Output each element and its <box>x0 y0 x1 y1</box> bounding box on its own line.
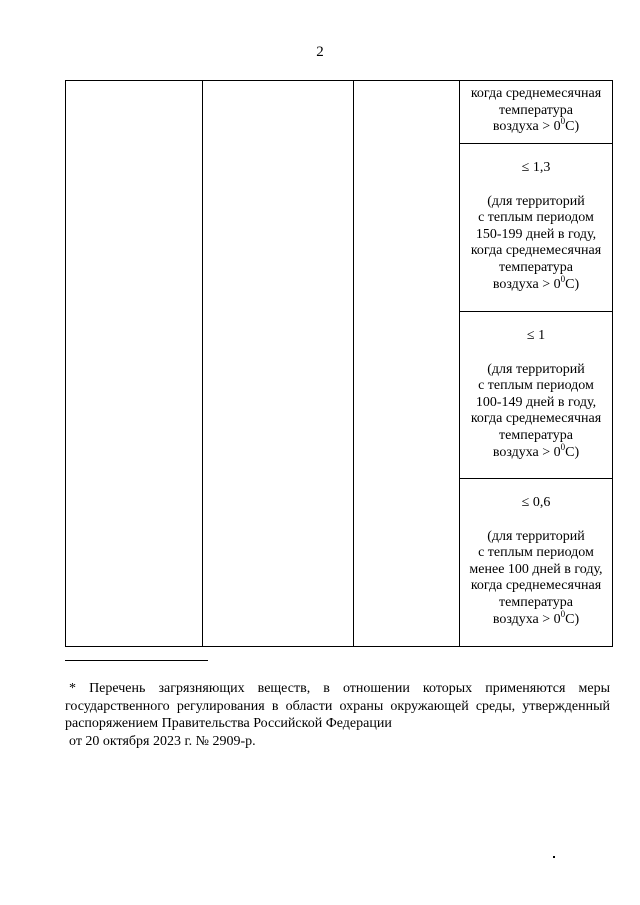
table-cell-threshold <box>460 312 613 479</box>
cell-line: (для территорий <box>487 193 585 209</box>
cell-line: с теплым периодом <box>478 545 594 561</box>
footnote-divider <box>65 660 208 661</box>
table-cell-threshold <box>460 479 613 647</box>
threshold-value: ≤ 0,6 <box>521 495 551 510</box>
requirements-table <box>65 80 613 647</box>
threshold-value: ≤ 1,3 <box>521 160 551 175</box>
page-number: 2 <box>316 44 324 60</box>
cell-line: воздуха > $0^0С$) <box>492 273 580 292</box>
table-row <box>66 81 613 144</box>
stray-dot <box>553 856 555 858</box>
threshold-value: ≤ 1 <box>526 328 546 343</box>
cell-line: когда среднемесячная <box>470 86 602 101</box>
cell-line: температура <box>499 594 573 610</box>
cell-line: воздуха > $0^0С$) <box>492 608 580 627</box>
cell-line: температура <box>499 102 573 118</box>
table-cell-col3 <box>354 81 460 647</box>
cell-line: (для территорий <box>487 528 585 544</box>
cell-line: 150-199 дней в году, <box>475 226 597 242</box>
cell-line: когда среднемесячная <box>470 578 602 594</box>
footnote <box>65 680 610 750</box>
cell-line: температура <box>499 427 573 443</box>
cell-line: когда среднемесячная <box>470 411 602 427</box>
table-cell-col1 <box>66 81 203 647</box>
cell-line: с теплым периодом <box>478 378 594 394</box>
cell-line: воздуха > $0^0С$) <box>492 441 580 460</box>
table-cell-col2 <box>203 81 354 647</box>
cell-line: когда среднемесячная <box>470 243 602 259</box>
cell-line: (для территорий <box>487 361 585 377</box>
table-cell-threshold <box>460 144 613 312</box>
cell-line: температура <box>499 259 573 275</box>
cell-line: с теплым периодом <box>478 210 594 226</box>
cell-line: воздуха > $0^0С$) <box>492 116 580 135</box>
table-cell-continued <box>460 81 613 144</box>
footnote-text-date: от 20 октября 2023 г. № 2909-р. <box>69 733 256 749</box>
footnote-text: * Перечень загрязняющих веществ, в отношении которых применяются меры государственного регулирования в области охраны окружающей среды, утвержденный распоряжением Правительства Российской Федерации <box>65 681 610 731</box>
cell-line: 100-149 дней в году, <box>475 394 597 410</box>
cell-line: менее 100 дней в году, <box>469 561 603 577</box>
